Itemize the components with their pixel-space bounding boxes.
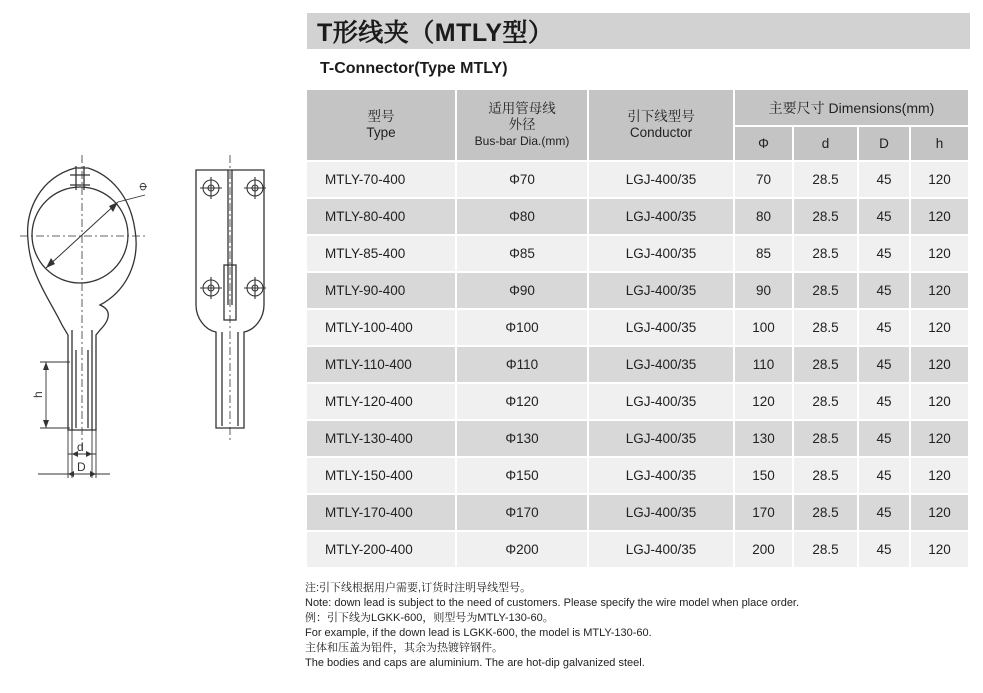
busbar-circle xyxy=(32,187,128,283)
cell-type: MTLY-120-400 xyxy=(307,384,457,421)
note-line: Note: down lead is subject to the need of customers. Please specify the wire model when place order. xyxy=(305,597,800,609)
header-busbar-cn-1: 适用管母线 xyxy=(488,101,556,116)
note-line: 注:引下线根据用户需要,订货时注明导线型号。 xyxy=(305,582,532,594)
cell-D: 45 xyxy=(859,162,911,199)
cell-type: MTLY-85-400 xyxy=(307,236,457,273)
cell-d: 28.5 xyxy=(794,310,859,347)
cell-phi: 150 xyxy=(735,458,794,495)
notes xyxy=(305,581,799,671)
cell-conductor: LGJ-400/35 xyxy=(589,162,735,199)
header-conductor xyxy=(589,90,735,162)
d-label: d xyxy=(77,440,84,454)
cell-busbar-dia: Φ200 xyxy=(457,532,589,569)
cell-type: MTLY-80-400 xyxy=(307,199,457,236)
cell-busbar-dia: Φ70 xyxy=(457,162,589,199)
header-phi: Φ xyxy=(735,127,794,162)
header-conductor-en: Conductor xyxy=(629,125,693,140)
header-busbar-en: Bus-bar Dia.(mm) xyxy=(474,134,570,148)
spec-table xyxy=(307,90,970,569)
cell-phi: 120 xyxy=(735,384,794,421)
cell-d: 28.5 xyxy=(794,347,859,384)
table-row xyxy=(307,495,970,532)
cell-type: MTLY-70-400 xyxy=(307,162,457,199)
header-type-en: Type xyxy=(366,125,396,140)
table-row xyxy=(307,273,970,310)
cell-type: MTLY-110-400 xyxy=(307,347,457,384)
cell-D: 45 xyxy=(859,532,911,569)
cell-D: 45 xyxy=(859,310,911,347)
cell-type: MTLY-150-400 xyxy=(307,458,457,495)
cell-busbar-dia: Φ90 xyxy=(457,273,589,310)
cell-phi: 110 xyxy=(735,347,794,384)
cell-D: 45 xyxy=(859,458,911,495)
cell-d: 28.5 xyxy=(794,273,859,310)
cell-phi: 90 xyxy=(735,273,794,310)
cell-h: 120 xyxy=(911,236,970,273)
D-label: D xyxy=(77,460,86,474)
table-row xyxy=(307,458,970,495)
cell-D: 45 xyxy=(859,273,911,310)
spec-table-body xyxy=(307,162,970,569)
cell-phi: 100 xyxy=(735,310,794,347)
cell-conductor: LGJ-400/35 xyxy=(589,273,735,310)
cell-conductor: LGJ-400/35 xyxy=(589,310,735,347)
table-row xyxy=(307,532,970,569)
title-bar xyxy=(307,13,970,49)
cell-busbar-dia: Φ170 xyxy=(457,495,589,532)
cell-d: 28.5 xyxy=(794,495,859,532)
note-line: The bodies and caps are aluminium. The are hot-dip galvanized steel. xyxy=(305,657,645,669)
header-h: h xyxy=(911,127,970,162)
cell-busbar-dia: Φ80 xyxy=(457,199,589,236)
cell-D: 45 xyxy=(859,199,911,236)
cell-D: 45 xyxy=(859,384,911,421)
cell-phi: 130 xyxy=(735,421,794,458)
cell-busbar-dia: Φ100 xyxy=(457,310,589,347)
cell-d: 28.5 xyxy=(794,162,859,199)
cell-phi: 170 xyxy=(735,495,794,532)
technical-drawing xyxy=(0,140,300,500)
cell-busbar-dia: Φ120 xyxy=(457,384,589,421)
cell-D: 45 xyxy=(859,347,911,384)
cell-busbar-dia: Φ150 xyxy=(457,458,589,495)
note-line: 例：引下线为LGKK-600，则型号为MTLY-130-60。 xyxy=(305,612,554,624)
table-row xyxy=(307,384,970,421)
cell-conductor: LGJ-400/35 xyxy=(589,199,735,236)
cell-h: 120 xyxy=(911,421,970,458)
header-type xyxy=(307,90,457,162)
header-d: d xyxy=(794,127,859,162)
cell-d: 28.5 xyxy=(794,421,859,458)
table-row xyxy=(307,162,970,199)
cell-type: MTLY-100-400 xyxy=(307,310,457,347)
phi-label: Φ xyxy=(138,182,150,191)
header-busbar-cn-2: 外径 xyxy=(508,117,536,132)
cell-h: 120 xyxy=(911,532,970,569)
cell-conductor: LGJ-400/35 xyxy=(589,384,735,421)
cell-D: 45 xyxy=(859,495,911,532)
cell-busbar-dia: Φ130 xyxy=(457,421,589,458)
cell-type: MTLY-200-400 xyxy=(307,532,457,569)
cell-h: 120 xyxy=(911,458,970,495)
cell-h: 120 xyxy=(911,384,970,421)
cell-phi: 80 xyxy=(735,199,794,236)
cell-D: 45 xyxy=(859,236,911,273)
cell-conductor: LGJ-400/35 xyxy=(589,532,735,569)
cell-conductor: LGJ-400/35 xyxy=(589,458,735,495)
cell-h: 120 xyxy=(911,162,970,199)
cell-phi: 85 xyxy=(735,236,794,273)
note-line: For example, if the down lead is LGKK-600, the model is MTLY-130-60. xyxy=(305,627,652,639)
table-row xyxy=(307,421,970,458)
table-row xyxy=(307,199,970,236)
cell-type: MTLY-130-400 xyxy=(307,421,457,458)
cell-type: MTLY-90-400 xyxy=(307,273,457,310)
header-type-cn: 型号 xyxy=(367,109,395,124)
cell-d: 28.5 xyxy=(794,199,859,236)
h-label: h xyxy=(31,391,45,398)
table-row xyxy=(307,310,970,347)
page-subtitle: T-Connector(Type MTLY) xyxy=(320,60,508,77)
cell-phi: 200 xyxy=(735,532,794,569)
cell-conductor: LGJ-400/35 xyxy=(589,236,735,273)
cell-h: 120 xyxy=(911,199,970,236)
cell-phi: 70 xyxy=(735,162,794,199)
cell-busbar-dia: Φ85 xyxy=(457,236,589,273)
cell-d: 28.5 xyxy=(794,532,859,569)
cell-d: 28.5 xyxy=(794,236,859,273)
cell-h: 120 xyxy=(911,347,970,384)
cell-h: 120 xyxy=(911,310,970,347)
header-conductor-cn: 引下线型号 xyxy=(627,109,695,124)
table-row xyxy=(307,236,970,273)
cell-conductor: LGJ-400/35 xyxy=(589,421,735,458)
cell-conductor: LGJ-400/35 xyxy=(589,495,735,532)
cell-D: 45 xyxy=(859,421,911,458)
cell-busbar-dia: Φ110 xyxy=(457,347,589,384)
t-connector-drawing xyxy=(0,140,300,500)
cell-h: 120 xyxy=(911,495,970,532)
header-D: D xyxy=(859,127,911,162)
cell-d: 28.5 xyxy=(794,458,859,495)
table-row xyxy=(307,347,970,384)
page-title: T形线夹（MTLY型） xyxy=(317,19,554,47)
cell-type: MTLY-170-400 xyxy=(307,495,457,532)
header-dimensions: 主要尺寸 Dimensions(mm) xyxy=(735,90,970,127)
header-busbar xyxy=(457,90,589,162)
cell-d: 28.5 xyxy=(794,384,859,421)
note-line: 主体和压盖为铝件，其余为热镀锌钢件。 xyxy=(305,642,503,654)
cell-conductor: LGJ-400/35 xyxy=(589,347,735,384)
cell-h: 120 xyxy=(911,273,970,310)
